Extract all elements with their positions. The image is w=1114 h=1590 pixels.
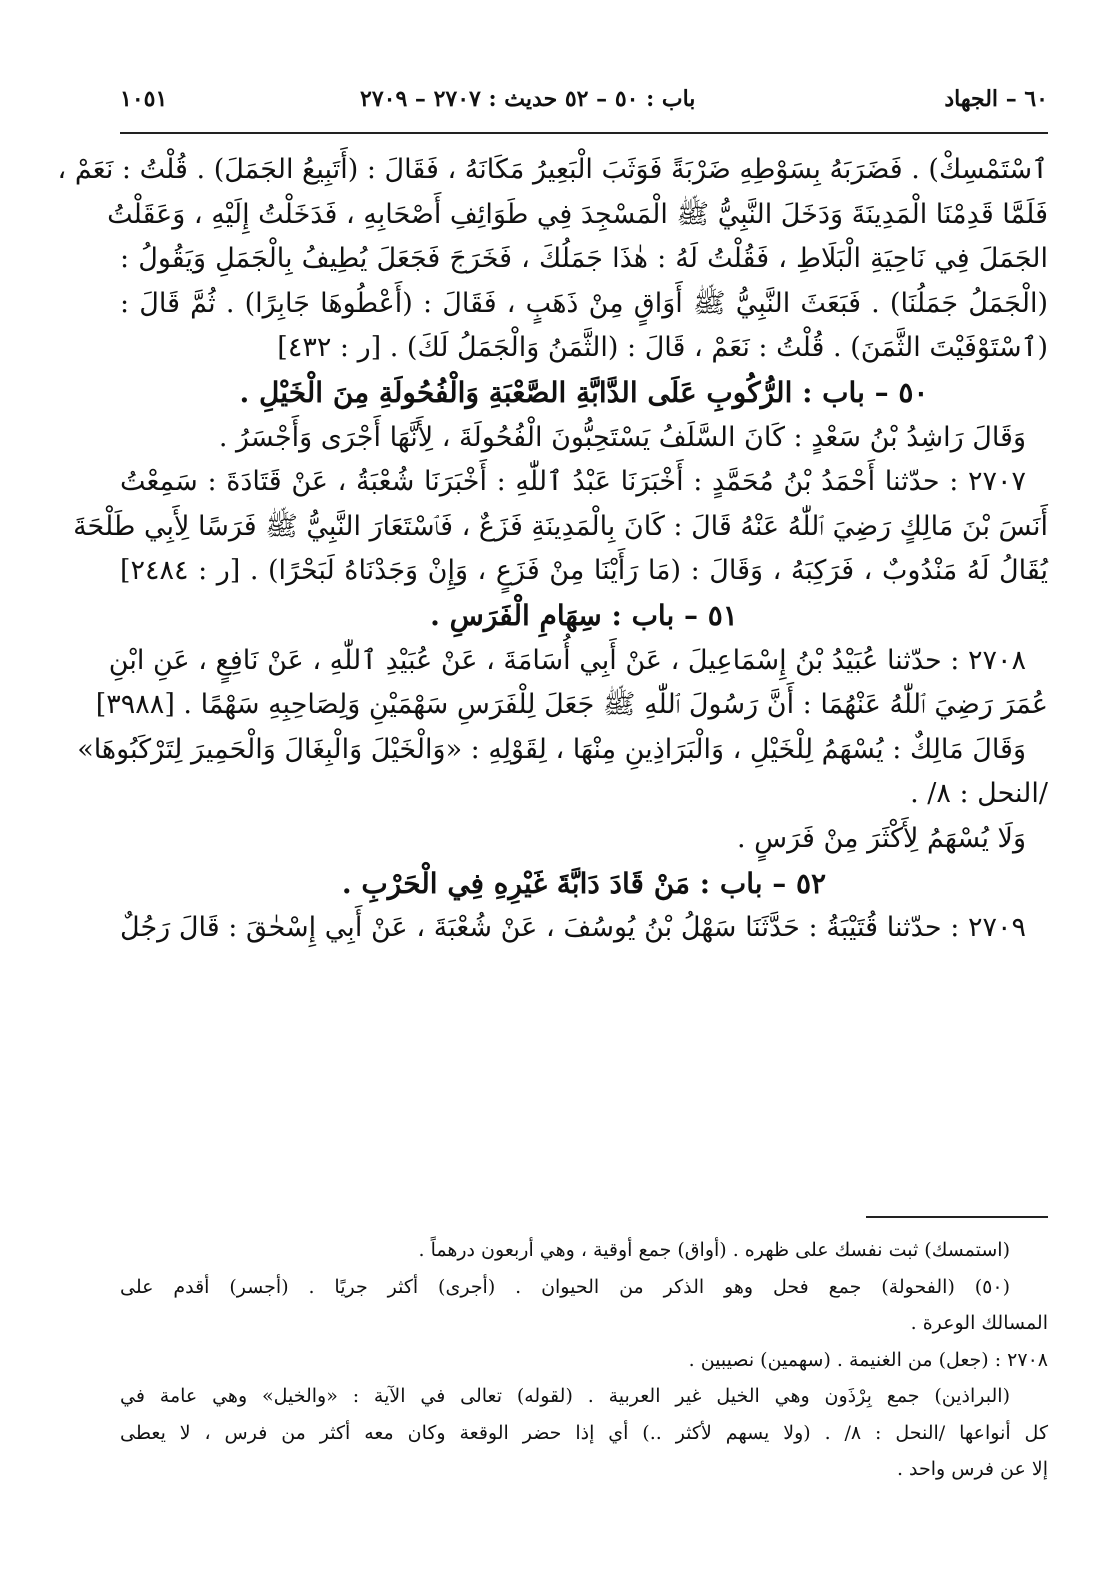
footnote-line: المسالك الوعرة . xyxy=(910,1312,1048,1334)
page-number: ١٠٥١ xyxy=(120,86,168,112)
footnote-line: (استمسك) ثبت نفسك على ظهره . (أواق) جمع أوقية ، وهي أربعون درهماً . xyxy=(418,1239,1010,1261)
header-rule xyxy=(120,132,1048,134)
footnote-rule xyxy=(866,1216,1048,1218)
bab-hadith-range: باب : ٥٠ – ٥٢ حديث : ٢٧٠٧ – ٢٧٠٩ xyxy=(360,86,696,112)
footnotes xyxy=(120,1232,1048,1488)
text-line: وَلَا يُسْهَمُ لِأَكْثَرَ مِنْ فَرَسٍ . xyxy=(736,822,1026,854)
footnote-line: (البراذين) جمع بِرْذَون وهي الخيل غير العربية . (لقوله) تعالى في الآية : «والخيل» وهي عامة في xyxy=(120,1385,1010,1407)
footnote-line: (٥٠) (الفحولة) جمع فحل وهو الذكر من الحيوان . (أجرى) أكثر جريًا . (أجسر) أقدم على xyxy=(120,1275,1010,1298)
footnote-line: كل أنواعها /النحل : ٨/ . (ولا يسهم لأكثر ..) أي إذا حضر الوقعة وكان معه أكثر من فرس ، لا يعطى xyxy=(120,1421,1048,1444)
bab-heading-50: ٥٠ – باب : الرُّكُوبِ عَلَى الدَّابَّةِ الصَّعْبَةِ وَالْفُحُولَةِ مِنَ الْخَيْلِ . xyxy=(239,375,929,409)
chapter-title: ٦٠ – الجهاد xyxy=(944,86,1048,112)
text-line: عُمَرَ رَضِيَ ٱللّٰهُ عَنْهُمَا : أَنَّ رَسُولَ ٱللّٰهِ ﷺ جَعَلَ لِلْفَرَسِ سَهْمَيْنِ وَلِصَاحِبِهِ سَهْمًا . [٣٩٨٨] xyxy=(95,689,1048,721)
text-line: /النحل : ٨/ . xyxy=(910,778,1048,810)
text-line: أَنَسَ بْنَ مَالِكٍ رَضِيَ ٱللّٰهُ عَنْهُ قَالَ : كَانَ بِالْمَدِينَةِ فَزَعٌ ، فَٱسْتَعَارَ النَّبِيُّ ﷺ فَرَسًا لِأَبِي طَلْحَةَ xyxy=(73,510,1048,542)
text-line: (الْجَمَلُ جَمَلُنَا) . فَبَعَثَ النَّبِيُّ ﷺ أَوَاقٍ مِنْ ذَهَبٍ ، فَقَالَ : (أَعْطُوهَا جَابِرًا) . ثُمَّ قَالَ : xyxy=(120,287,1048,319)
footnote-line: إلا عن فرس واحد . xyxy=(896,1458,1048,1480)
hadith-2709: ٢٧٠٩ : حدّثنا قُتَيْبَةُ : حَدَّثَنَا سَهْلُ بْنُ يُوسُفَ ، عَنْ شُعْبَةَ ، عَنْ أَبِي إِسْحٰقَ : قَالَ رَجُلٌ xyxy=(120,912,1026,944)
hadith-2708: ٢٧٠٨ : حدّثنا عُبَيْدُ بْنُ إِسْمَاعِيلَ ، عَنْ أَبِي أُسَامَةَ ، عَنْ عُبَيْدِ ٱللّٰهِ ، عَنْ نَافِعٍ ، عَنِ ابْنِ xyxy=(108,644,1026,676)
main-text xyxy=(57,148,1048,951)
text-line: وَقَالَ مَالِكٌ : يُسْهَمُ لِلْخَيْلِ ، وَالْبَرَاذِينِ مِنْهَا ، لِقَوْلِهِ : «وَالْخَيْلَ وَالْبِغَالَ وَالْحَمِيرَ لِتَرْكَبُوهَا» xyxy=(77,733,1026,765)
text-line: يُقَالُ لَهُ مَنْدُوبٌ ، فَرَكِبَهُ ، وَقَالَ : (مَا رَأَيْنَا مِنْ فَزَعٍ ، وَإِنْ وَجَدْنَاهُ لَبَحْرًا) . [ر : ٢٤٨٤] xyxy=(120,555,1048,587)
text-line: فَلَمَّا قَدِمْنَا الْمَدِينَةَ وَدَخَلَ النَّبِيُّ ﷺ الْمَسْجِدَ فِي طَوَائِفِ أَصْحَابِهِ ، فَدَخَلْتُ إِلَيْهِ ، وَعَقَلْتُ xyxy=(107,198,1048,230)
text-line: الجَمَلَ فِي نَاحِيَةِ الْبَلَاطِ ، فَقُلْتُ لَهُ : هٰذَا جَمَلُكَ ، فَخَرَجَ فَجَعَلَ يُطِيفُ بِالْجَمَلِ وَيَقُولُ : xyxy=(120,243,1048,275)
text-line: وَقَالَ رَاشِدُ بْنُ سَعْدٍ : كَانَ السَّلَفُ يَسْتَحِبُّونَ الْفُحُولَةَ ، لِأَنَّهَا أَجْرَى وَأَجْسَرُ . xyxy=(218,421,1026,453)
bab-heading-51: ٥١ – باب : سِهَامِ الْفَرَسِ . xyxy=(430,598,738,632)
text-line: (ٱسْتَوْفَيْتَ الثَّمَنَ) . قُلْتُ : نَعَمْ ، قَالَ : (الثَّمَنُ وَالْجَمَلُ لَكَ) . [ر : ٤٣٢] xyxy=(277,332,1048,364)
footnote-line: ٢٧٠٨ : (جعل) من الغنيمة . (سهمين) نصيبين . xyxy=(688,1348,1048,1371)
running-header xyxy=(120,86,1048,126)
bab-heading-52: ٥٢ – باب : مَنْ قَادَ دَابَّةَ غَيْرِهِ فِي الْحَرْبِ . xyxy=(341,866,827,900)
text-line: ٱسْتَمْسِكْ) . فَضَرَبَهُ بِسَوْطِهِ ضَرْبَةً فَوَثَبَ الْبَعِيرُ مَكَانَهُ ، فَقَالَ : (أَتَبِيعُ الجَمَلَ) . قُلْتُ : نَعَمْ ، xyxy=(57,154,1048,185)
hadith-2707: ٢٧٠٧ : حدّثنا أَحْمَدُ بْنُ مُحَمَّدٍ : أَخْبَرَنَا عَبْدُ ٱللّٰهِ : أَخْبَرَنَا شُعْبَةُ ، عَنْ قَتَادَةَ : سَمِعْتُ xyxy=(120,466,1026,498)
